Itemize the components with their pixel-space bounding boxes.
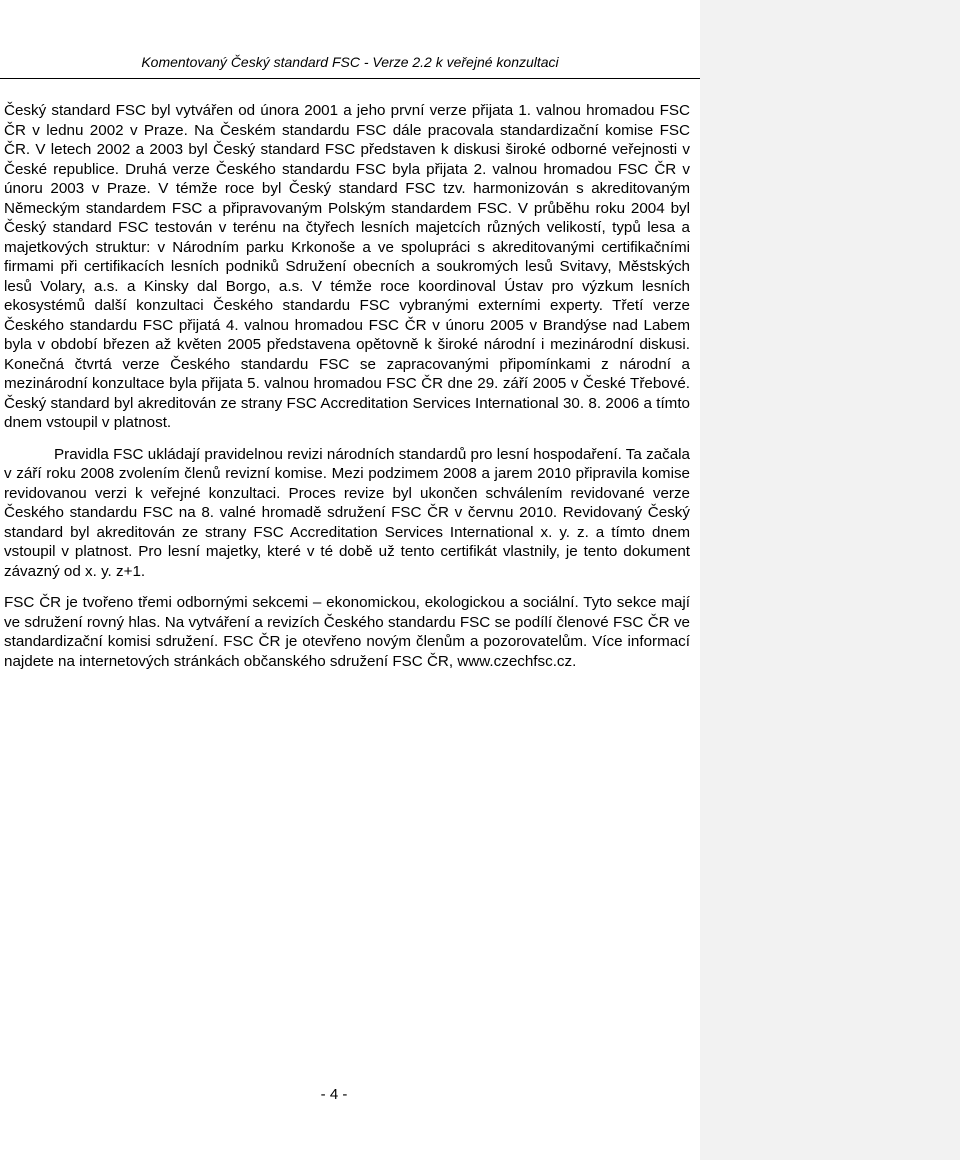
- comment-margin-pane: [700, 0, 960, 1160]
- paragraph-organization: FSC ČR je tvořeno třemi odbornými sekcemi – ekonomickou, ekologickou a sociální. Tyto sekce mají ve sdružení rovný hlas. Na vytváření a revizích Českého standardu FSC se podílí členové FSC ČR ve standardizační komisi sdružení. FSC ČR je otevřeno novým členům a pozorovatelům. Více informací najdete na internetových stránkách občanského sdružení FSC ČR, www.czechfsc.cz.: [4, 594, 690, 670]
- running-header: Komentovaný Český standard FSC - Verze 2.2 k veřejné konzultaci: [141, 54, 559, 70]
- paragraph-history: Český standard FSC byl vytvářen od února 2001 a jeho první verze přijata 1. valnou hromadou FSC ČR v lednu 2002 v Praze. Na Českém standardu FSC dále pracovala standardizační komise FSC ČR. V letech 2002 a 2003 byl Český standard FSC představen k diskusi široké odborné veřejnosti v České republice. Druhá verze Českého standardu FSC byla přijata 2. valnou hromadou FSC ČR v únoru 2003 v Praze. V témže roce byl Český standard FSC tzv. harmonizován s akreditovaným Německým standardem FSC a připravovaným Polským standardem FSC. V průběhu roku 2004 byl Český standard FSC testován v terénu na čtyřech lesních majetcích různých velikostí, typů lesa a majetkových struktur: v Národním parku Krkonoše a ve spolupráci s akreditovanými certifikačními firmami při certifikacích lesních podniků Sdružení obecních a soukromých lesů Svitavy, Městských lesů Volary, a.s. a Kinsky dal Borgo, a.s. V témže roce koordinoval Ústav pro výzkum lesních ekosystémů další konzultaci Českého standardu FSC vybranými externími experty. Třetí verze Českého standardu FSC přijatá 4. valnou hromadou FSC ČR v únoru 2005 v Brandýse nad Labem byla v období březen až květen 2005 představena opětovně k široké národní i mezinárodní diskusi. Konečná čtvrtá verze Českého standardu FSC se zapracovanými připomínkami z národní a mezinárodní konzultace byla přijata 5. valnou hromadou FSC ČR dne 29. září 2005 v České Třebové. Český standard byl akreditován ze strany FSC Accreditation Services International 30. 8. 2006 a tímto dnem vstoupil v platnost.: [4, 102, 690, 431]
- header-rule: [0, 78, 700, 79]
- paragraph-revision: Pravidla FSC ukládají pravidelnou revizi národních standardů pro lesní hospodaření. Ta začala v září roku 2008 zvolením členů revizní komise. Mezi podzimem 2008 a jarem 2010 připravila komise revidovanou verzi k veřejné konzultaci. Proces revize byl ukončen schválením revidované verze Českého standardu FSC na 8. valné hromadě sdružení FSC ČR v červnu 2010. Revidovaný Český standard byl akreditován ze strany FSC Accreditation Services International x. y. z. a tímto dnem vstoupil v platnost. Pro lesní majetky, které v té době už tento certifikát vlastnily, je tento dokument závazný od x. y. z+1.: [4, 445, 690, 580]
- page-number: - 4 -: [320, 1086, 348, 1103]
- document-body: [4, 101, 690, 671]
